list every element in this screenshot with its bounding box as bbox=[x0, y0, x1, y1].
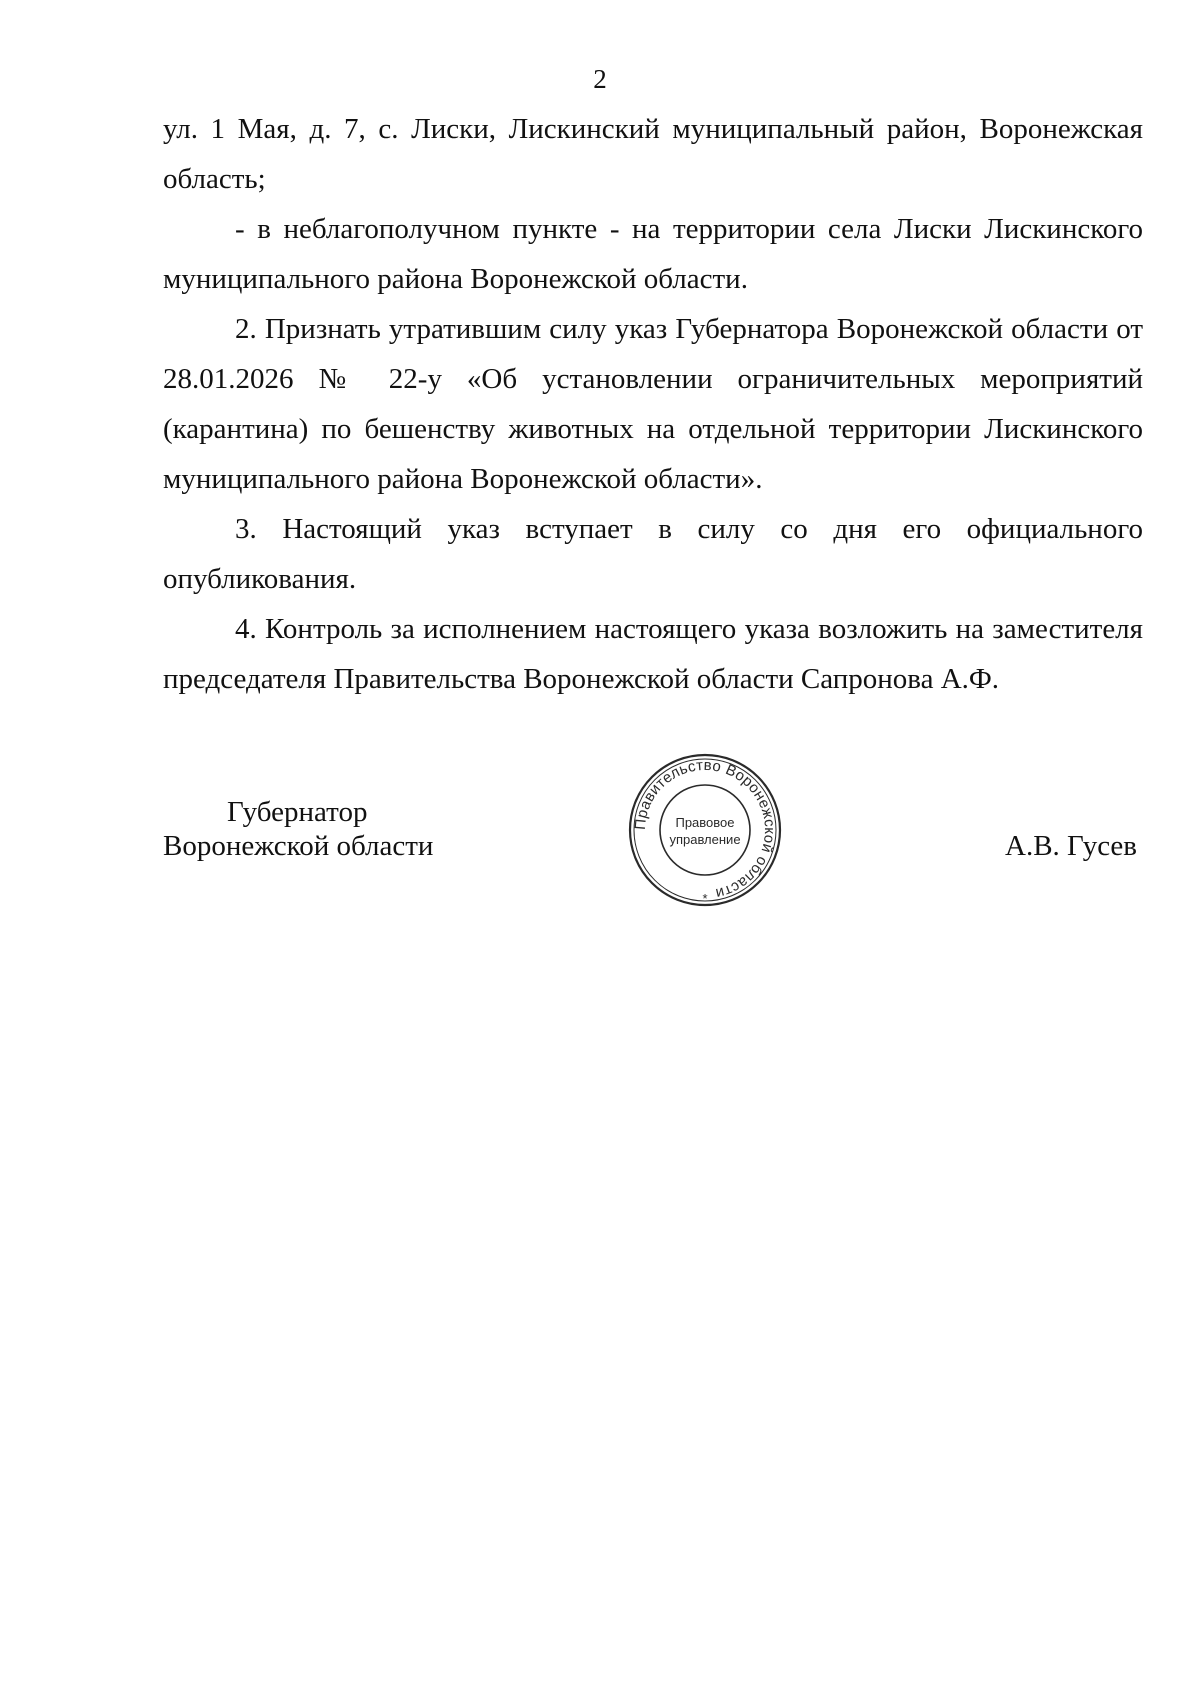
document-body bbox=[163, 104, 1143, 704]
stamp-center-line2: управление bbox=[669, 832, 741, 847]
paragraph-item-4: 4. Контроль за исполнением настоящего указа возложить на заместителя председателя Правительства Воронежской области Сапронова А.Ф. bbox=[163, 613, 1143, 695]
stamp-star-icon: * bbox=[702, 891, 708, 906]
page-number: 2 bbox=[593, 64, 607, 94]
signatory-name: А.В. Гусев bbox=[1005, 830, 1137, 862]
paragraph-item-2: 2. Признать утратившим силу указ Губернатора Воронежской области от 28.01.2026 № 22-у «Об установлении ограничительных мероприятий (карантина) по бешенству животных на отдельной территории Лискинского муниципального района Воронежской области». bbox=[163, 313, 1143, 495]
signatory-title: Губернатор bbox=[227, 796, 368, 828]
signatory-region: Воронежской области bbox=[163, 830, 434, 862]
signature-block bbox=[163, 795, 1143, 915]
stamp-center-line1: Правовое bbox=[675, 815, 735, 830]
signatory-position bbox=[163, 795, 433, 863]
stamp-outer-text: Правительство Воронежской области bbox=[631, 756, 779, 903]
paragraph-item-3: 3. Настоящий указ вступает в силу со дня его официального опубликования. bbox=[163, 513, 1143, 595]
paragraph-outbreak-site: - в неблагополучном пункте - на территории села Лиски Лискинского муниципального района Воронежской области. bbox=[163, 213, 1143, 295]
paragraph-address-continuation: ул. 1 Мая, д. 7, с. Лиски, Лискинский муниципальный район, Воронежская область; bbox=[163, 113, 1143, 195]
